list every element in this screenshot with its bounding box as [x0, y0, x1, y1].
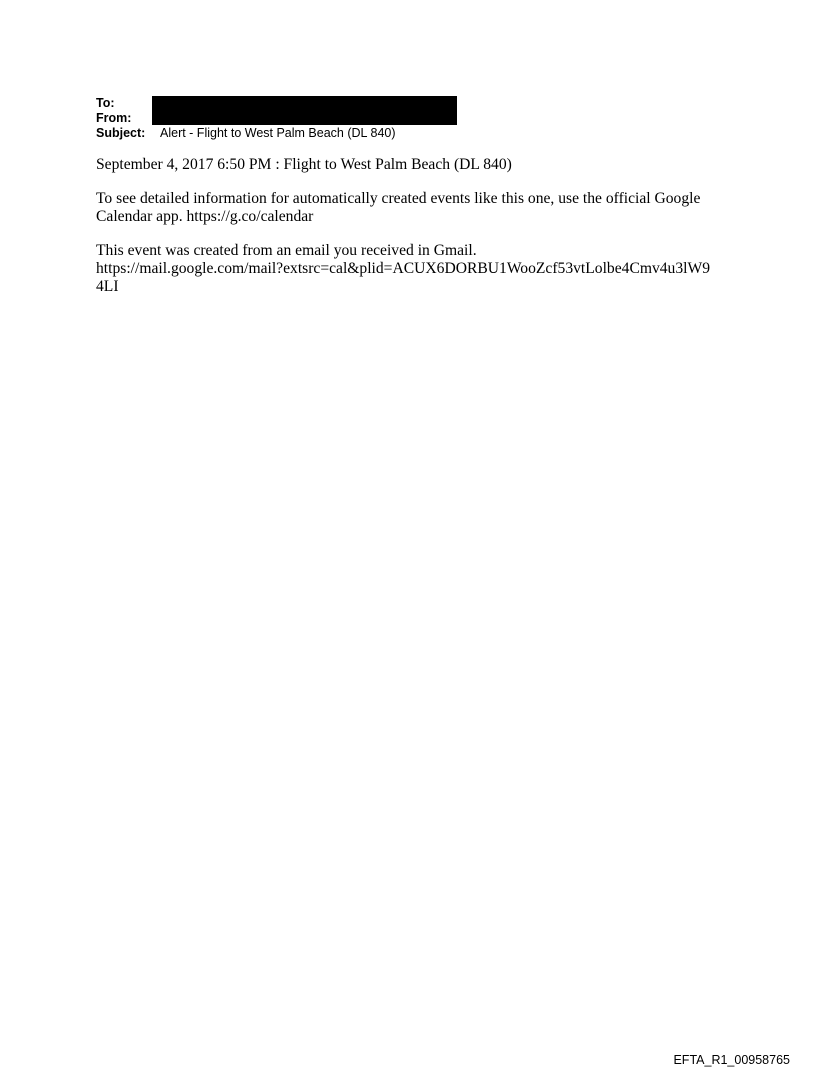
document-id: EFTA_R1_00958765 — [673, 1053, 790, 1067]
subject-value: Alert - Flight to West Palm Beach (DL 840) — [160, 126, 396, 140]
email-body — [96, 156, 726, 312]
source-line-1: This event was created from an email you received in Gmail. — [96, 242, 477, 259]
subject-row — [96, 126, 496, 141]
info-paragraph — [96, 190, 726, 226]
redaction-block — [152, 96, 457, 125]
source-paragraph — [96, 242, 726, 296]
info-line-1: To see detailed information for automatically created events like this one, use the official Google — [96, 190, 701, 207]
source-line-2: https://mail.google.com/mail?extsrc=cal&plid=ACUX6DORBU1WooZcf53vtLolbe4Cmv4u3lW9 — [96, 260, 711, 277]
subject-label: Subject: — [96, 126, 146, 140]
info-line-2: Calendar app. https://g.co/calendar — [96, 208, 314, 225]
from-label: From: — [96, 111, 132, 125]
source-line-3: 4LI — [96, 278, 119, 295]
event-paragraph — [96, 156, 726, 174]
to-label: To: — [96, 96, 115, 110]
event-line: September 4, 2017 6:50 PM : Flight to West Palm Beach (DL 840) — [96, 156, 512, 173]
